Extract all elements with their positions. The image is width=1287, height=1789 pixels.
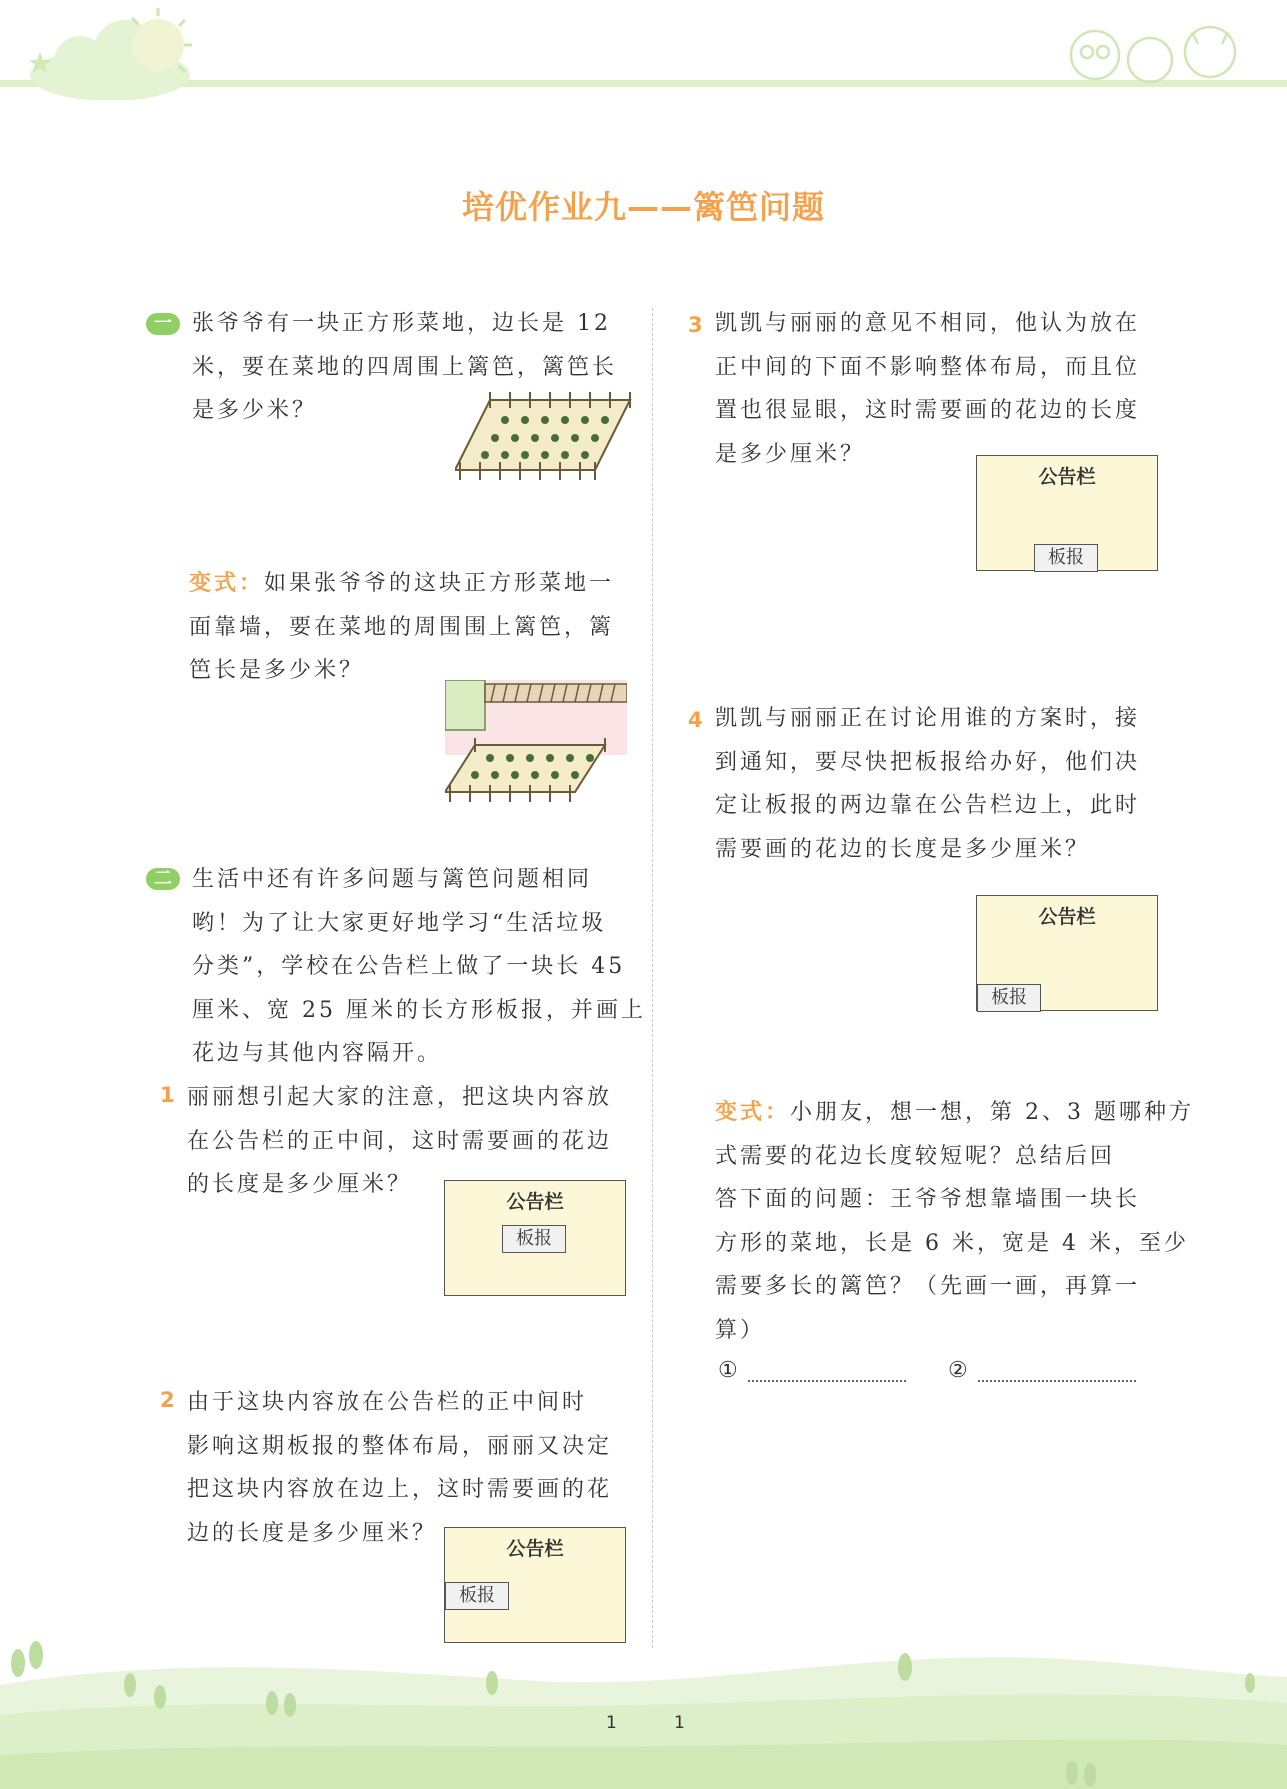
animal-faces-icon xyxy=(1071,27,1235,82)
board-title: 公告栏 xyxy=(506,1191,564,1213)
section-marker-2: 二 xyxy=(146,868,180,890)
answer-blank-1-label: ① xyxy=(718,1358,738,1383)
question-4-number: 4 xyxy=(688,708,703,732)
question-2-number: 2 xyxy=(160,1388,175,1412)
question-3-text: 凯凯与丽丽的意见不相同，他认为放在 正中间的下面不影响整体布局，而且位 置也很显眼，这时需要画的花边的长度 是多少厘米？ xyxy=(715,311,1141,467)
board-title: 公告栏 xyxy=(1038,466,1096,488)
section2-text: 生活中还有许多问题与篱笆问题相同 哟！为了让大家更好地学习“生活垃圾 分类”，学校在公告栏上做了一块长 45 厘米、宽 25 厘米的长方形板报，并画上 花边与其他内容隔开。 xyxy=(192,867,646,1066)
bulletin-box: 板报 xyxy=(1034,544,1098,572)
section-marker-1: 一 xyxy=(146,313,180,335)
question-2-text: 由于这块内容放在公告栏的正中间时 影响这期板报的整体布局，丽丽又决定 把这块内容放在边上，这时需要画的花 边的长度是多少厘米？ xyxy=(187,1390,613,1546)
page-number-right: 1 xyxy=(674,1713,685,1733)
notice-board-1 xyxy=(444,1180,626,1296)
answer-blank-1[interactable] xyxy=(748,1370,906,1382)
variant1-text: 变式：如果张爷爷的这块正方形菜地一 面靠墙，要在菜地的周围围上篱笆，篱 笆长是多少米？ xyxy=(189,571,615,683)
question-3-number: 3 xyxy=(688,313,703,337)
wall-garden-illustration xyxy=(445,680,627,810)
variant-label: 变式： xyxy=(715,1100,791,1125)
question-1-number: 1 xyxy=(160,1083,175,1107)
variant-label: 变式： xyxy=(189,571,265,596)
answer-blank-2-label: ② xyxy=(948,1358,968,1383)
board-title: 公告栏 xyxy=(1038,906,1096,928)
answer-blank-2[interactable] xyxy=(978,1370,1136,1382)
footer-landscape xyxy=(0,1615,1287,1789)
notice-board-4 xyxy=(976,895,1158,1011)
bulletin-box: 板报 xyxy=(977,984,1041,1012)
notice-board-3 xyxy=(976,455,1158,571)
bulletin-box: 板报 xyxy=(502,1225,566,1253)
bulletin-box: 板报 xyxy=(445,1582,509,1610)
variant2-text: 变式：小朋友，想一想，第 2、3 题哪种方 式需要的花边长度较短呢？总结后回 答下面的问题：王爷爷想靠墙围一块长 方形的菜地，长是 6 米，宽是 4 米，至少 需要多长的篱笆？（先画一画，再算一 算） xyxy=(715,1100,1194,1343)
page-number-left: 1 xyxy=(606,1713,617,1733)
section1-text: 张爷爷有一块正方形菜地，边长是 12 米，要在菜地的四周围上篱笆，篱笆长 是多少米？ xyxy=(192,311,618,423)
column-divider xyxy=(652,308,653,1648)
question-1-text: 丽丽想引起大家的注意，把这块内容放 在公告栏的正中间，这时需要画的花边 的长度是多少厘米？ xyxy=(187,1085,613,1197)
fenced-garden-illustration xyxy=(455,390,635,480)
question-4-text: 凯凯与丽丽正在讨论用谁的方案时，接 到通知，要尽快把板报给办好，他们决 定让板报的两边靠在公告栏边上，此时 需要画的花边的长度是多少厘米？ xyxy=(715,706,1141,862)
page-title: 培优作业九——篱笆问题 xyxy=(461,188,825,226)
header-decoration xyxy=(0,0,1287,100)
board-title: 公告栏 xyxy=(506,1538,564,1560)
